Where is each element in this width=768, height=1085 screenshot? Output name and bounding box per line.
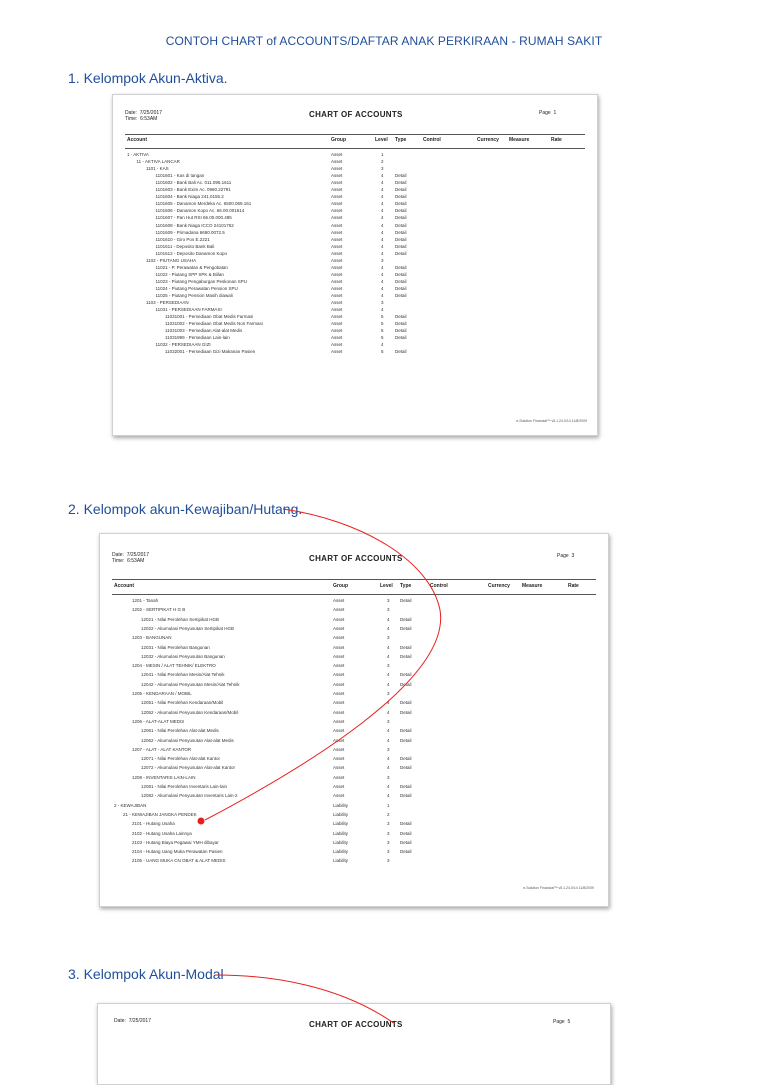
table-row [100,709,608,718]
level-cell: 3 [387,598,390,603]
group-cell: Liability [333,811,349,817]
column-header: Measure [509,137,530,143]
table-row [113,348,597,357]
group-cell: Asset [333,718,345,724]
group-cell: Asset [331,271,343,277]
level-cell: 5 [381,328,384,334]
level-cell: 4 [381,180,384,186]
account-cell: 1103 - PERSEDIAAN [146,300,189,306]
table-row [100,839,608,848]
level-cell: 3 [381,300,384,306]
group-cell: Asset [331,180,343,186]
account-cell: 1205 - KENDARAAN / MOBIL [132,691,192,696]
table-row [100,681,608,690]
account-cell: 1204 - MESIN / ALAT TEHNIK/ ELEKTRO [132,663,216,669]
sheet-footer: e-Solution Financial™ v5.1.24.0/14 11/8/2009 [523,886,594,890]
account-cell: 2103 - Hutang Biaya Pegawai YMH dibayar [132,839,219,845]
group-cell: Asset [333,663,345,669]
type-cell: Detail [395,293,407,298]
account-cell: 1208 - INVENTARIS LAIN-LAIN [132,774,196,780]
account-cell: 1101601 - Kas di tangan [155,173,205,179]
level-cell: 3 [387,774,390,780]
account-cell: 1101608 - Bank Niaga ICCO 24101762 [155,222,234,228]
group-cell: Liability [333,802,349,808]
table-row [100,792,608,801]
table-row [100,606,608,615]
type-cell: Detail [400,728,412,734]
column-header: Group [333,583,348,589]
account-cell: 12061 - Nilai Perolehan Alat-alat Medis [141,728,219,734]
type-cell: Detail [395,243,407,249]
group-cell: Asset [331,222,343,228]
table-row [100,783,608,792]
group-cell: Asset [333,616,345,622]
level-cell: 3 [387,839,390,845]
account-cell: 1101605 - Danamon Merdeka Ac. 6500.069.161 [155,201,252,207]
group-cell: Asset [331,321,343,327]
table-row [100,857,608,866]
group-cell: Liability [333,821,349,827]
level-cell: 4 [381,173,384,179]
time-line: Time: 6:53AM [112,558,145,564]
table-row [100,764,608,773]
account-cell: 11024 - Piutang Perawatan Pension SPU [155,285,238,291]
type-cell: Detail [400,625,412,631]
account-cell: 2104 - Hutang Uang Muka Perawatan Pasien [132,849,223,855]
group-cell: Asset [333,598,345,603]
account-cell: 12031 - Nilai Perolehan Bangunan [141,644,210,650]
group-cell: Liability [333,849,349,855]
account-cell: 2101 - Hutang Usaha [132,821,175,827]
level-cell: 4 [381,236,384,242]
type-cell: Detail [395,201,407,207]
table-row [100,830,608,839]
column-header: Account [127,137,147,143]
level-cell: 3 [387,821,390,827]
type-cell: Detail [395,180,407,186]
group-cell: Asset [333,672,345,678]
group-cell: Asset [331,257,343,263]
account-cell: 11031001 - Persediaan Obat Medis Farmasi [165,314,254,320]
account-cell: 2105 - UANG MUKA CN OBAT & ALAT MEDIS [132,858,226,864]
account-cell: 12052 - Akumulasi Penyusutan Kendaraan/Mobil [141,709,239,715]
type-cell: Detail [395,314,407,320]
type-cell: Detail [395,173,407,179]
account-cell: 11031 - PERSEDIAAN FARMASI [155,307,222,313]
group-cell: Asset [331,166,343,172]
group-cell: Asset [333,607,345,613]
table-row [100,755,608,764]
group-cell: Asset [331,187,343,193]
level-cell: 4 [381,250,384,256]
header-rule-top [125,134,585,135]
group-cell: Asset [333,709,345,715]
type-cell: Detail [395,264,407,270]
sheet-title: CHART OF ACCOUNTS [309,554,403,563]
group-cell: Liability [333,830,349,836]
level-cell: 4 [381,201,384,207]
group-cell: Asset [331,236,343,242]
section-heading-kewajiban: 2. Kelompok akun-Kewajiban/Hutang. [68,501,303,517]
type-cell: Detail [395,328,407,334]
group-cell: Asset [331,264,343,270]
type-cell: Detail [400,821,412,827]
level-cell: 4 [381,264,384,270]
column-header: Rate [568,583,579,589]
section-heading-modal: 3. Kelompok Akun-Modal [68,966,224,982]
account-cell: 11032001 - Persediaan Gizi Makanan Pasien [165,349,256,355]
coa-sheet-kewajiban [99,533,609,907]
account-cell: 1101609 - Primadana 6690.0072.5 [155,229,225,235]
account-cell: 1101602 - Bank Bali Ac. 011.095.1611 [155,180,232,186]
type-cell: Detail [400,681,412,687]
account-cell: 2102 - Hutang Usaha Lainnya [132,830,192,836]
sheet-title: CHART OF ACCOUNTS [309,1020,403,1029]
type-cell: Detail [395,271,407,277]
group-cell: Asset [333,700,345,706]
group-cell: Asset [331,229,343,235]
level-cell: 4 [387,765,390,771]
account-cell: 1101 - KAS [146,166,169,172]
group-cell: Asset [331,342,343,348]
type-cell: Detail [395,285,407,291]
account-cell: 1101611 - Deposito Bank Bali [155,243,215,249]
column-header: Level [375,137,388,143]
type-cell: Detail [395,321,407,327]
account-cell: 12082 - Akumulasi Penyusutan Inventaris Lain-2 [141,793,238,799]
table-row [100,597,608,606]
account-cell: 11023 - Piutang Pengaburgan Peskonan SPU [155,278,247,284]
column-header: Control [423,137,441,143]
date-line: Date: 7/25/2017 [112,552,149,558]
table-row [100,811,608,820]
group-cell: Asset [333,765,345,771]
level-cell: 4 [387,784,390,789]
column-header: Measure [522,583,543,589]
level-cell: 4 [381,229,384,235]
account-cell: 12041 - Nilai Perolehan Mesin/Alat Tehnik [141,672,225,678]
type-cell: Detail [400,709,412,715]
level-cell: 1 [381,152,384,157]
level-cell: 4 [381,271,384,277]
type-cell: Detail [400,700,412,706]
column-header: Currency [477,137,499,143]
account-cell: 1202 - SERTIPIKAT H G B [132,607,186,613]
level-cell: 4 [381,215,384,221]
account-cell: 1101610 - Giro Pos E.2221 [155,236,210,242]
level-cell: 4 [387,625,390,631]
group-cell: Asset [333,746,345,752]
level-cell: 5 [381,335,384,341]
group-cell: Asset [331,208,343,214]
type-cell: Detail [400,839,412,845]
level-cell: 3 [387,858,390,864]
table-row [100,774,608,783]
type-cell: Detail [400,756,412,762]
group-cell: Asset [333,644,345,650]
table-row [100,718,608,727]
group-cell: Liability [333,839,349,845]
level-cell: 4 [381,187,384,193]
account-cell: 1207 - ALAT - ALAT KANTOR [132,746,192,752]
level-cell: 4 [381,194,384,200]
account-cell: 1101604 - Bank Niaga 241.0155.2 [155,194,224,200]
level-cell: 4 [387,737,390,743]
group-cell: Asset [331,328,343,334]
type-cell: Detail [400,644,412,650]
level-cell: 4 [387,644,390,650]
coa-sheet-modal [97,1003,611,1085]
account-cell: 1201 - Tanah [132,598,159,603]
type-cell: Detail [395,194,407,200]
account-cell: 12021 - Nilai Perolehan Sertipikat HGB [141,616,220,622]
group-cell: Asset [333,784,345,789]
account-cell: 1206 - ALAT-ALAT MEDIS [132,718,185,724]
table-row [100,616,608,625]
page-number: Page 5 [553,1019,571,1025]
level-cell: 3 [381,257,384,263]
group-cell: Asset [333,625,345,631]
account-cell: 1203 - BANGUNAN [132,635,172,641]
account-cell: 1101603 - Bank Exim Ac. 0960.22791 [155,187,231,193]
group-cell: Asset [331,300,343,306]
group-cell: Asset [331,201,343,207]
sheet-title: CHART OF ACCOUNTS [309,110,403,119]
group-cell: Asset [331,278,343,284]
level-cell: 5 [381,314,384,320]
level-cell: 4 [381,278,384,284]
group-cell: Asset [333,737,345,743]
account-cell: 1 - AKTIVA [127,152,149,157]
account-cell: 1101612 - Deposito Danamon Kopo [155,250,227,256]
level-cell: 4 [381,307,384,313]
account-cell: 12022 - Akumulasi Penyusutan Sertipikat HGB [141,625,235,631]
account-cell: 11 - AKTIVA LANCAR [136,159,180,165]
date-line: Date: 7/25/2017 [114,1018,151,1024]
column-header: Rate [551,137,562,143]
section-heading-aktiva: 1. Kelompok Akun-Aktiva. [68,70,228,86]
level-cell: 3 [387,718,390,724]
level-cell: 4 [381,342,384,348]
table-row [100,699,608,708]
group-cell: Asset [331,285,343,291]
table-row [100,653,608,662]
account-cell: 11021 - P. Perawatan & Pengobatan [155,264,228,270]
type-cell: Detail [400,784,412,789]
group-cell: Asset [331,215,343,221]
group-cell: Liability [333,858,349,864]
group-cell: Asset [331,173,343,179]
account-cell: 12072 - Akumulasi Penyusutan Alat-alat Kantor [141,765,236,771]
account-cell: 2 - KEWAJIBAN [114,802,147,808]
page-number: Page 3 [557,553,575,559]
group-cell: Asset [333,691,345,696]
account-cell: 12032 - Akumulasi Penyusutan Bangunan [141,653,225,659]
type-cell: Detail [400,793,412,799]
level-cell: 4 [387,793,390,799]
account-cell: 21 - KEWAJIBAN JANGKA PENDEK [123,811,197,817]
level-cell: 3 [381,166,384,172]
type-cell: Detail [400,598,412,603]
group-cell: Asset [333,653,345,659]
level-cell: 4 [387,653,390,659]
page-title: CONTOH CHART of ACCOUNTS/DAFTAR ANAK PERKIRAAN - RUMAH SAKIT [165,34,603,48]
table-row [100,644,608,653]
column-header: Account [114,583,134,589]
account-cell: 12071 - Nilai Perolehan Alat-alat Kantor [141,756,221,762]
table-row [100,746,608,755]
level-cell: 3 [387,746,390,752]
group-cell: Asset [333,793,345,799]
level-cell: 3 [387,830,390,836]
type-cell: Detail [400,849,412,855]
level-cell: 1 [387,802,390,808]
table-row [100,690,608,699]
column-header: Type [400,583,412,589]
type-cell: Detail [395,236,407,242]
header-rule-top [112,579,596,580]
type-cell: Detail [395,278,407,284]
group-cell: Asset [331,243,343,249]
table-row [100,625,608,634]
sheet-footer: e-Solution Financial™ v5.1.24.0/14 11/8/2009 [516,419,587,423]
group-cell: Asset [331,159,343,165]
level-cell: 4 [387,700,390,706]
header-rule-bottom [125,148,585,149]
account-cell: 1101607 - Pan Hut RSI 66.00.000.485 [155,215,232,221]
table-row [100,671,608,680]
level-cell: 4 [387,728,390,734]
time-line: Time: 6:53AM [125,116,158,122]
level-cell: 4 [381,222,384,228]
account-cell: 1101606 - Danamon Kopo Ac. 66.00.001614 [155,208,245,214]
level-cell: 3 [387,849,390,855]
level-cell: 3 [387,691,390,696]
account-cell: 11025 - Piutang Pension Masih diawali [155,293,233,298]
group-cell: Asset [331,194,343,200]
group-cell: Asset [331,349,343,355]
coa-sheet-aktiva [112,94,598,436]
account-cell: 11031999 - Persediaan Lain-lain [165,335,230,341]
group-cell: Asset [333,728,345,734]
level-cell: 4 [387,756,390,762]
level-cell: 4 [381,208,384,214]
group-cell: Asset [331,335,343,341]
type-cell: Detail [395,215,407,221]
type-cell: Detail [400,830,412,836]
account-cell: 12042 - Akumulasi Penyusutan Mesin/Alat Tehnik [141,681,240,687]
column-header: Currency [488,583,510,589]
account-cell: 12051 - Nilai Perolehan Kendaraan/Mobil [141,700,224,706]
level-cell: 4 [387,709,390,715]
level-cell: 4 [387,681,390,687]
level-cell: 2 [387,811,390,817]
date-line: Date: 7/25/2017 [125,110,162,116]
level-cell: 5 [381,321,384,327]
account-cell: 11031002 - Persediaan Obat Medis Non Farmasi [165,321,263,327]
group-cell: Asset [331,307,343,313]
level-cell: 3 [387,607,390,613]
group-cell: Asset [331,250,343,256]
account-cell: 12062 - Akumulasi Penyusutan Alat-alat Medis [141,737,234,743]
group-cell: Asset [333,635,345,641]
level-cell: 4 [381,293,384,298]
group-cell: Asset [331,314,343,320]
level-cell: 3 [387,663,390,669]
level-cell: 3 [387,635,390,641]
column-header: Level [380,583,393,589]
page-number: Page 1 [539,110,557,116]
type-cell: Detail [395,349,407,355]
column-header: Control [430,583,448,589]
type-cell: Detail [395,229,407,235]
group-cell: Asset [333,774,345,780]
table-row [100,634,608,643]
type-cell: Detail [395,250,407,256]
level-cell: 5 [381,349,384,355]
header-rule-bottom [112,594,596,595]
table-row [100,727,608,736]
table-row [100,848,608,857]
level-cell: 4 [387,672,390,678]
group-cell: Asset [333,681,345,687]
group-cell: Asset [331,293,343,298]
account-cell: 12081 - Nilai Perolehan Inventaris Lain-lain [141,784,228,789]
table-row [100,737,608,746]
table-row [100,820,608,829]
type-cell: Detail [400,765,412,771]
account-cell: 11022 - Piutang SPP SPK & Biilan [155,271,224,277]
table-row [100,802,608,811]
account-cell: 11031003 - Persediaan Alat-alat Medis [165,328,243,334]
type-cell: Detail [395,222,407,228]
type-cell: Detail [400,737,412,743]
type-cell: Detail [400,653,412,659]
level-cell: 2 [381,159,384,165]
type-cell: Detail [400,672,412,678]
column-header: Type [395,137,407,143]
level-cell: 4 [381,285,384,291]
column-header: Group [331,137,346,143]
level-cell: 4 [387,616,390,622]
account-cell: 11032 - PERSEDIAAN GIZI [155,342,211,348]
type-cell: Detail [395,335,407,341]
type-cell: Detail [400,616,412,622]
group-cell: Asset [331,152,343,157]
type-cell: Detail [395,208,407,214]
table-row [100,662,608,671]
type-cell: Detail [395,187,407,193]
group-cell: Asset [333,756,345,762]
level-cell: 4 [381,243,384,249]
account-cell: 1102 - PIUTANG USAHA [146,257,197,263]
